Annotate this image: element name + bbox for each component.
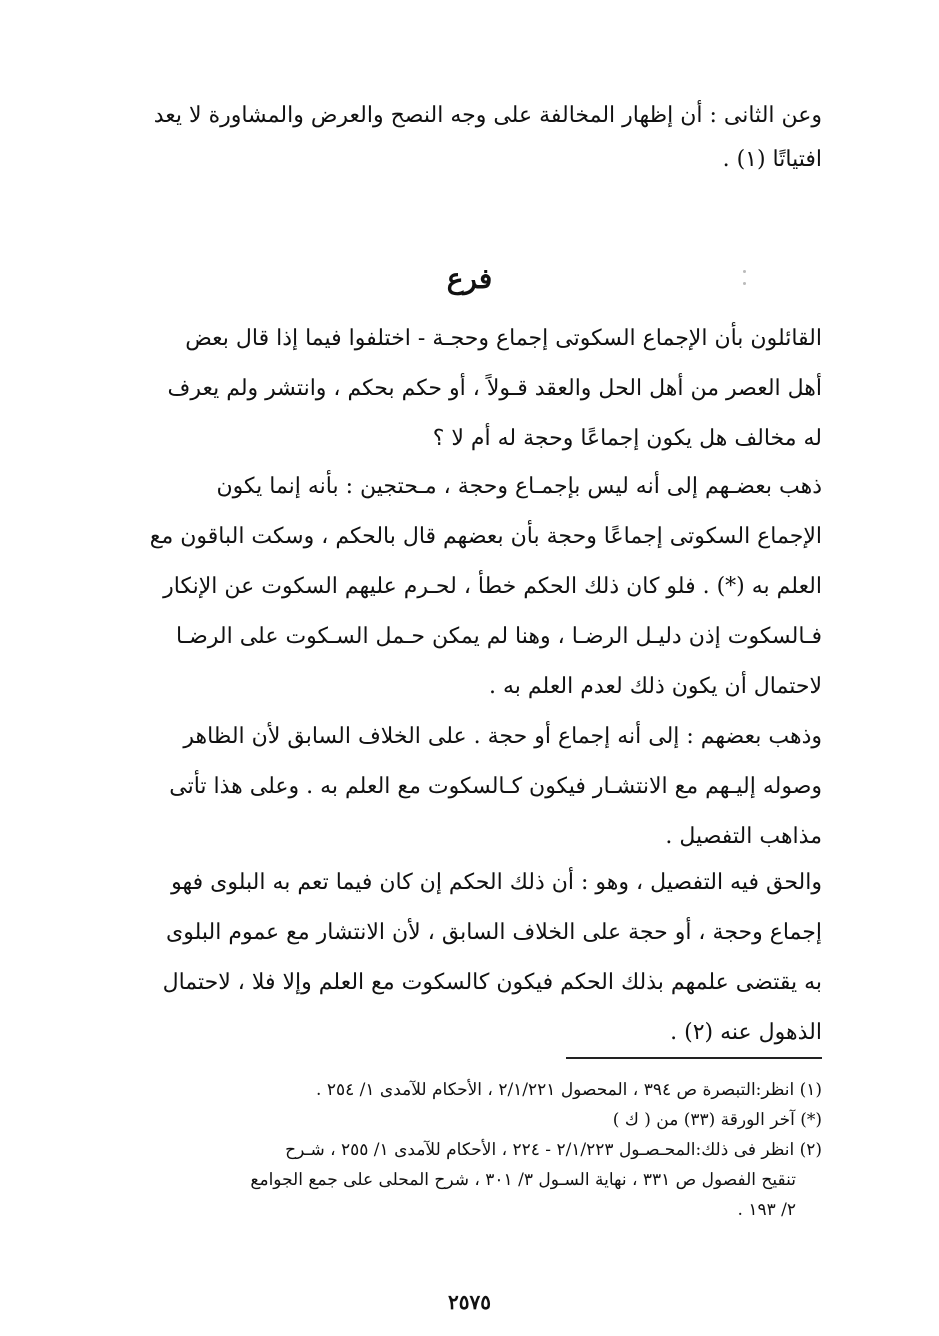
page-number: ٢٥٧٥ (448, 1290, 491, 1314)
text-line: فـالسكوت إذن دليـل الرضـا ، وهنا لم يمكن حـمل السـكوت على الرضـا (175, 624, 822, 649)
paragraph-3 (118, 712, 822, 862)
footnote-star: (*) آخر الورقة (٣٣) من ( ك ) (612, 1110, 822, 1130)
text-line: لاحتمال أن يكون ذلك لعدم العلم به . (489, 674, 822, 699)
text-line: مذاهب التفصيل . (665, 824, 822, 849)
footnote-2-continuation: ٢/ ١٩٣ . (737, 1200, 796, 1220)
text-line: وعن الثانى : أن إظهار المخالفة على وجه النصح والعرض والمشاورة لا يعد (153, 103, 822, 128)
section-heading: فرع (446, 262, 493, 295)
footnote-2: (٢) انظر فى ذلك:المحـصـول ٢/١/٢٢٣ - ٢٢٤ ، الأحكام للآمدى ١/ ٢٥٥ ، شـرح (285, 1140, 822, 1160)
footnote-1: (١) انظر:التبصرة ص ٣٩٤ ، المحصول ٢/١/٢٢١ ، الأحكام للآمدى ١/ ٢٥٤ . (316, 1080, 822, 1100)
text-line: القائلون بأن الإجماع السكوتى إجماع وحجـة - اختلفوا فيما إذا قال بعض (185, 326, 822, 351)
text-line: إجماع وحجة ، أو حجة على الخلاف السابق ، لأن الانتشار مع عموم البلوى (166, 920, 822, 945)
text-line: العلم به (*) . فلو كان ذلك الحكم خطأ ، لحـرم عليهم السكوت عن الإنكار (163, 574, 822, 599)
text-line: والحق فيه التفصيل ، وهو : أن ذلك الحكم إن كان فيما تعم به البلوى فهو (171, 870, 822, 895)
paragraph-1 (118, 314, 822, 464)
text-line: الإجماع السكوتى إجماعًا وحجة بأن بعضهم قال بالحكم ، وسكت الباقون مع (149, 524, 822, 549)
text-line: أهل العصر من أهل الحل والعقد قـولاً ، أو حكم بحكم ، وانتشر ولم يعرف (167, 376, 822, 401)
opening-paragraph (118, 94, 822, 182)
text-line: وذهب بعضهم : إلى أنه إجماع أو حجة . على الخلاف السابق لأن الظاهر (183, 724, 822, 749)
text-line: له مخالف هل يكون إجماعًا وحجة له أم لا ؟ (432, 426, 822, 451)
text-line: ذهب بعضـهم إلى أنه ليس بإجمـاع وحجة ، مـحتجين : بأنه إنما يكون (216, 474, 822, 499)
scan-speck (743, 282, 746, 285)
footnote-divider (566, 1057, 822, 1059)
paragraph-2 (118, 462, 822, 712)
text-line: الذهول عنه (٢) . (670, 1020, 822, 1045)
text-line: افتياتًا (١) . (722, 147, 822, 172)
paragraph-4 (118, 858, 822, 1058)
text-line: وصوله إليـهم مع الانتشـار فيكون كـالسكوت مع العلم به . وعلى هذا تأتى (169, 774, 822, 799)
text-line: به يقتضى علمهم بذلك الحكم فيكون كالسكوت مع العلم وإلا فلا ، لاحتمال (162, 970, 822, 995)
scan-speck (743, 270, 746, 273)
footnote-2-continuation: تنقيح الفصول ص ٣٣١ ، نهاية السـول ٣/ ٣٠١ ، شرح المحلى على جمع الجوامع (250, 1170, 796, 1190)
footnotes (118, 1075, 822, 1225)
